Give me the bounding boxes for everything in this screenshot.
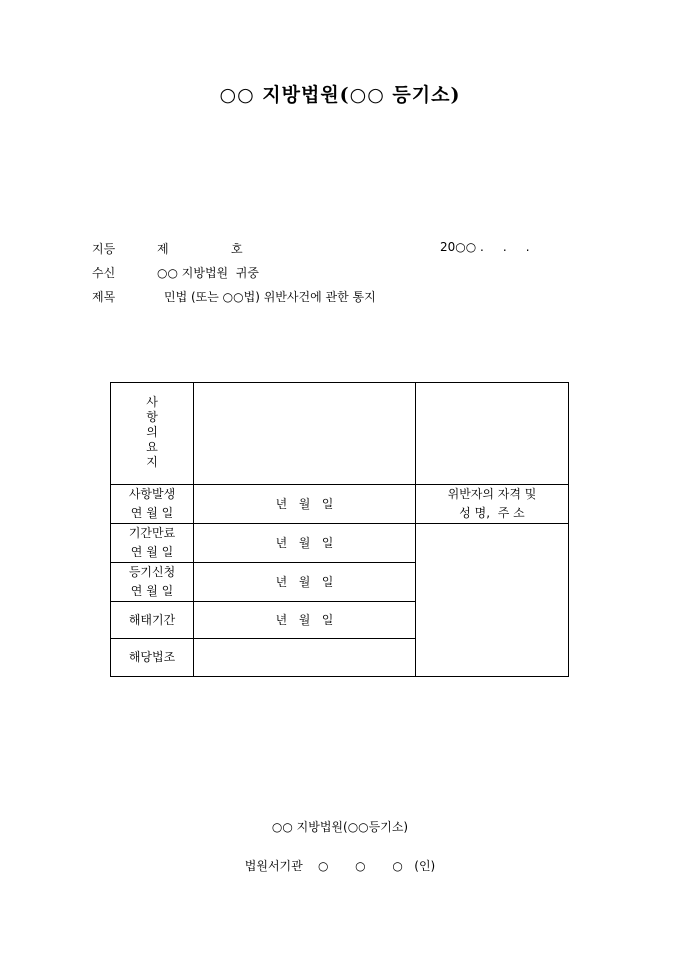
subject-label: 제목: [92, 290, 116, 304]
expiry-date-label-line1: 기간만료: [128, 526, 176, 540]
document-date: 20○○ . . .: [440, 240, 530, 254]
subject-value: 민법 (또는 ○○법) 위반사건에 관한 통지: [164, 290, 376, 304]
law-article-value-cell[interactable]: [194, 639, 416, 677]
violator-label-cell: [416, 485, 569, 524]
summary-label: 사항의요지: [146, 395, 158, 469]
footer-court-name: ○○ 지방법원(○○등기소): [271, 820, 409, 834]
event-date-label-line1: 사항발생: [128, 487, 176, 501]
violator-label-line2: 성 명, 주 소: [459, 506, 525, 520]
expiry-date-value[interactable]: 년 월 일: [194, 524, 416, 563]
period-value[interactable]: 년 월 일: [194, 602, 416, 639]
registration-date-label-cell: [111, 563, 194, 602]
doc-number-je: 제: [157, 242, 169, 256]
event-date-label-cell: [111, 485, 194, 524]
doc-number-label: 지등: [92, 242, 116, 256]
event-date-value[interactable]: 년 월 일: [194, 485, 416, 524]
period-label: 해태기간: [111, 602, 194, 639]
summary-label-cell: [111, 383, 194, 485]
doc-number-ho: 호: [231, 242, 243, 256]
event-date-label-line2: 연 월 일: [130, 506, 174, 520]
violator-value-cell[interactable]: [416, 524, 569, 677]
recipient-value: ○○ 지방법원 귀중: [157, 266, 259, 280]
summary-value-cell[interactable]: [194, 383, 416, 485]
document-title: ○○ 지방법원(○○ 등기소): [219, 84, 461, 106]
violator-label-line1: 위반자의 자격 및: [447, 487, 537, 501]
summary-side-cell[interactable]: [416, 383, 569, 485]
registration-date-label-line2: 연 월 일: [130, 584, 174, 598]
registration-date-label-line1: 등기신청: [128, 565, 176, 579]
footer-signatory: 법원서기관 ○ ○ ○ (인): [244, 859, 436, 873]
recipient-label: 수신: [92, 266, 116, 280]
expiry-date-label-cell: [111, 524, 194, 563]
registration-date-value[interactable]: 년 월 일: [194, 563, 416, 602]
expiry-date-label-line2: 연 월 일: [130, 545, 174, 559]
law-article-label: 해당법조: [111, 639, 194, 677]
notice-table: [110, 382, 569, 677]
